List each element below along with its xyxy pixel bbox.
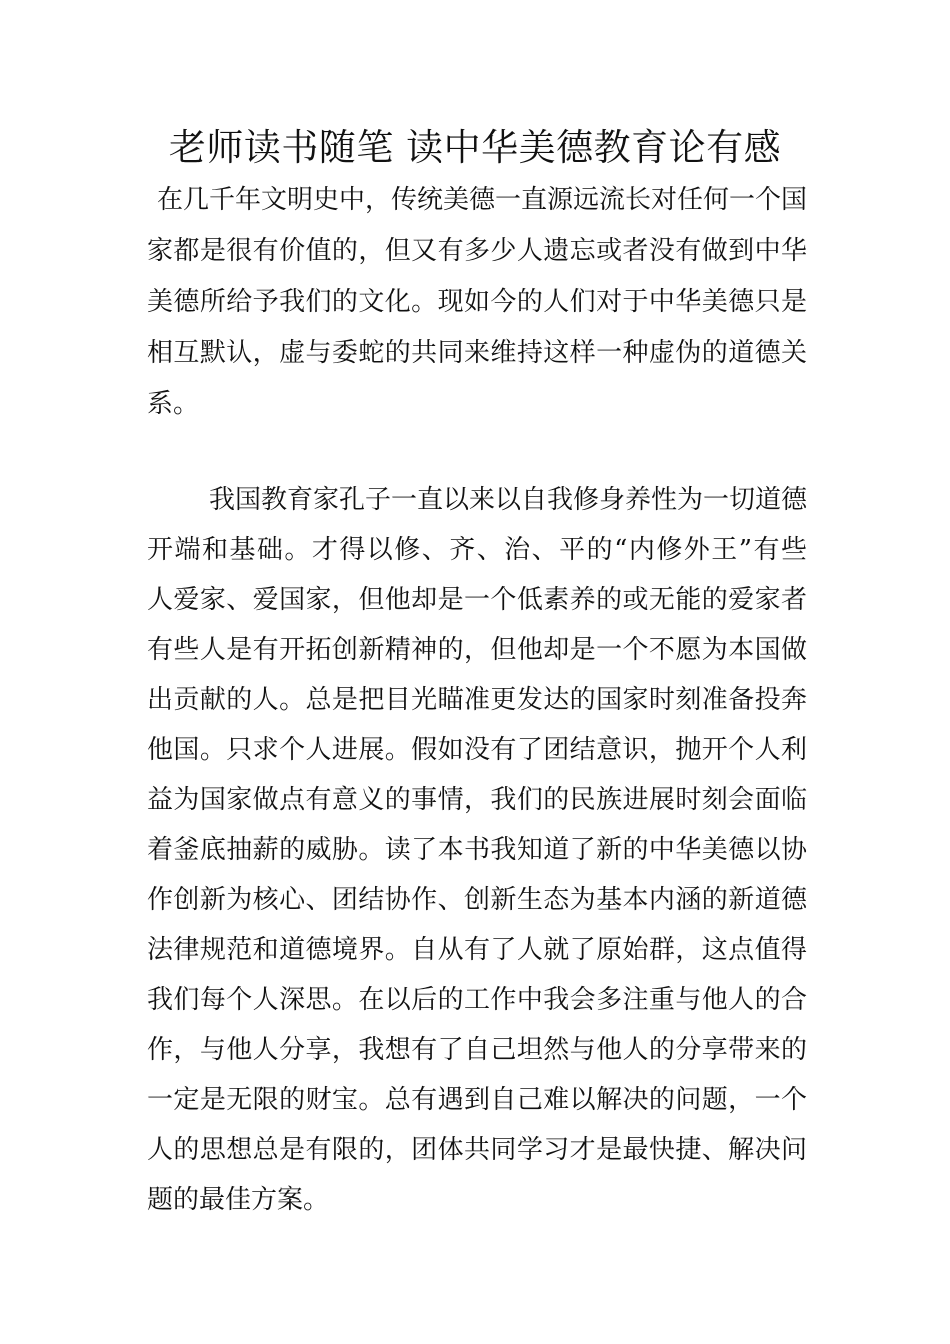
paragraph-2-line-11: 我们每个人深思。在以后的工作中我会多注重与他人的合	[147, 985, 807, 1015]
paragraph-2-line-5: 出贡献的人。总是把目光瞄准更发达的国家时刻准备投奔	[147, 685, 807, 715]
paragraph-2-line-7: 益为国家做点有意义的事情，我们的民族进展时刻会面临	[147, 785, 807, 815]
paragraph-1-line-4: 相互默认，虚与委蛇的共同来维持这样一种虚伪的道德关	[147, 338, 807, 368]
paragraph-1-line-3: 美德所给予我们的文化。现如今的人们对于中华美德只是	[147, 287, 807, 317]
document-title: 老师读书随笔 读中华美德教育论有感	[168, 126, 782, 169]
paragraph-2-line-15: 题的最佳方案。	[147, 1185, 330, 1215]
paragraph-2-line-10: 法律规范和道德境界。自从有了人就了原始群，这点值得	[147, 935, 807, 965]
paragraph-2-line-14: 人的思想总是有限的，团体共同学习才是最快捷、解决问	[147, 1135, 807, 1165]
paragraph-2-line-2: 开端和基础。才得以修、齐、治、平的“内修外王”有些	[147, 535, 807, 565]
paragraph-1-line-2: 家都是很有价值的，但又有多少人遗忘或者没有做到中华	[147, 236, 807, 266]
paragraph-2-line-9: 作创新为核心、团结协作、创新生态为基本内涵的新道德	[147, 885, 807, 915]
paragraph-2-line-4: 有些人是有开拓创新精神的，但他却是一个不愿为本国做	[147, 635, 807, 665]
paragraph-1-line-1: 在几千年文明史中，传统美德一直源远流长对任何一个国	[157, 185, 808, 215]
paragraph-1-line-5: 系。	[147, 389, 200, 419]
paragraph-2-line-8: 着釜底抽薪的威胁。读了本书我知道了新的中华美德以协	[147, 835, 807, 865]
paragraph-2-line-3: 人爱家、爱国家，但他却是一个低素养的或无能的爱家者	[147, 585, 807, 615]
paragraph-2-line-12: 作，与他人分享，我想有了自己坦然与他人的分享带来的	[147, 1035, 807, 1065]
paragraph-2-line-6: 他国。只求个人进展。假如没有了团结意识，抛开个人利	[147, 735, 807, 765]
paragraph-2-line-1: 我国教育家孔子一直以来以自我修身养性为一切道德	[209, 485, 808, 515]
paragraph-2-line-13: 一定是无限的财宝。总有遇到自己难以解决的问题，一个	[147, 1085, 807, 1115]
